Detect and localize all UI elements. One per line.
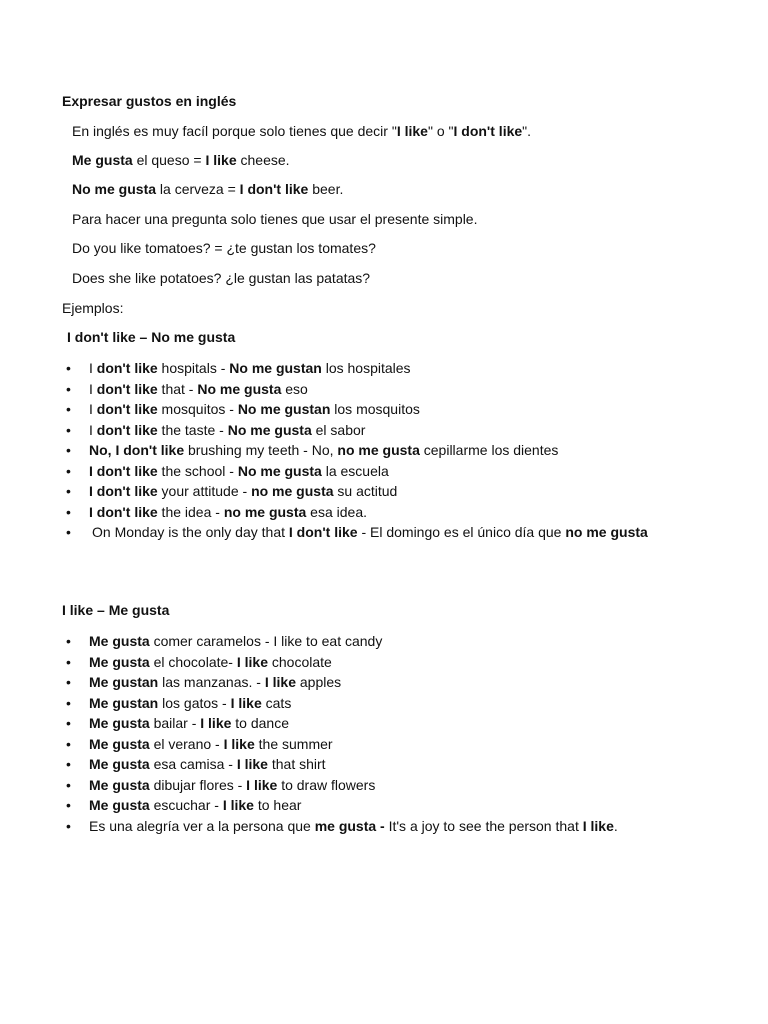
list-item-text: I don't like the idea - no me gusta esa idea. bbox=[89, 503, 368, 520]
bullet-icon: • bbox=[66, 715, 71, 731]
bullet-icon: • bbox=[66, 421, 71, 438]
bullet-icon: • bbox=[66, 735, 71, 752]
list-item bbox=[0, 695, 768, 716]
bullet-icon: • bbox=[66, 776, 71, 793]
intro-line: En inglés es muy facíl porque solo tienes que decir "I like" o "I don't like". bbox=[72, 123, 532, 139]
list-item bbox=[0, 674, 768, 695]
list-item-text: On Monday is the only day that I don't like - El domingo es el único día que no me gusta bbox=[92, 524, 648, 540]
list-item bbox=[0, 504, 768, 525]
list-item bbox=[0, 442, 768, 463]
bullet-icon: • bbox=[66, 653, 71, 670]
bullet-icon: • bbox=[66, 483, 71, 499]
list-item-text: I don't like hospitals - No me gustan los hospitales bbox=[89, 360, 411, 376]
list-item-text: Me gusta esa camisa - I like that shirt bbox=[89, 756, 326, 772]
bullet-icon: • bbox=[66, 694, 71, 711]
list-item bbox=[0, 715, 768, 736]
bullet-icon: • bbox=[66, 633, 71, 649]
bullet-icon: • bbox=[66, 503, 71, 520]
like-list bbox=[0, 633, 768, 838]
list-item bbox=[0, 422, 768, 443]
list-item-text: Me gusta dibujar flores - I like to draw flowers bbox=[89, 776, 376, 793]
list-item bbox=[0, 381, 768, 402]
document-title: Expresar gustos en inglés bbox=[62, 93, 237, 109]
bullet-icon: • bbox=[66, 524, 71, 540]
intro-line: Do you like tomatoes? = ¿te gustan los tomates? bbox=[72, 240, 376, 256]
list-item bbox=[0, 818, 768, 839]
list-item-text: Me gustan las manzanas. - I like apples bbox=[89, 674, 342, 690]
list-item bbox=[0, 483, 768, 504]
list-item-text: Me gusta el chocolate- I like chocolate bbox=[89, 653, 332, 670]
bullet-icon: • bbox=[66, 401, 71, 417]
intro-line: Para hacer una pregunta solo tienes que usar el presente simple. bbox=[72, 211, 478, 227]
list-item-text: I don't like your attitude - no me gusta su actitud bbox=[89, 483, 398, 499]
bullet-icon: • bbox=[66, 380, 71, 397]
list-item-text: I don't like mosquitos - No me gustan los mosquitos bbox=[89, 401, 420, 417]
list-item-text: Es una alegría ver a la persona que me gusta - It's a joy to see the person that I like. bbox=[89, 817, 618, 834]
list-item bbox=[0, 401, 768, 422]
list-item-text: Me gusta escuchar - I like to hear bbox=[89, 797, 302, 813]
list-item bbox=[0, 756, 768, 777]
bullet-icon: • bbox=[66, 442, 71, 458]
bullet-icon: • bbox=[66, 360, 71, 376]
list-item-text: Me gusta el verano - I like the summer bbox=[89, 735, 333, 752]
bullet-icon: • bbox=[66, 462, 71, 479]
bullet-icon: • bbox=[66, 756, 71, 772]
list-item-text: I don't like the taste - No me gusta el sabor bbox=[89, 421, 366, 438]
list-item bbox=[0, 633, 768, 654]
bullet-icon: • bbox=[66, 817, 71, 834]
list-item-text: I don't like the school - No me gusta la escuela bbox=[89, 462, 389, 479]
list-item bbox=[0, 463, 768, 484]
bullet-icon: • bbox=[66, 797, 71, 813]
examples-label: Ejemplos: bbox=[62, 300, 124, 316]
list-item-text: Me gustan los gatos - I like cats bbox=[89, 694, 292, 711]
bullet-icon: • bbox=[66, 674, 71, 690]
section-heading-dont-like: I don't like – No me gusta bbox=[67, 329, 236, 345]
list-item bbox=[0, 797, 768, 818]
list-item-text: Me gusta bailar - I like to dance bbox=[89, 715, 290, 731]
list-item bbox=[0, 524, 768, 564]
section-heading-like: I like – Me gusta bbox=[62, 602, 170, 618]
list-item bbox=[0, 654, 768, 675]
intro-line: Me gusta el queso = I like cheese. bbox=[72, 152, 290, 168]
list-item bbox=[0, 736, 768, 757]
list-item bbox=[0, 360, 768, 381]
dont-like-list bbox=[0, 360, 768, 564]
list-item bbox=[0, 777, 768, 798]
list-item-text: Me gusta comer caramelos - I like to eat candy bbox=[89, 633, 383, 649]
intro-line: No me gusta la cerveza = I don't like beer. bbox=[72, 181, 344, 197]
list-item-text: I don't like that - No me gusta eso bbox=[89, 380, 308, 397]
list-item-text: No, I don't like brushing my teeth - No, no me gusta cepillarme los dientes bbox=[89, 442, 559, 458]
intro-line: Does she like potatoes? ¿le gustan las patatas? bbox=[72, 270, 371, 286]
